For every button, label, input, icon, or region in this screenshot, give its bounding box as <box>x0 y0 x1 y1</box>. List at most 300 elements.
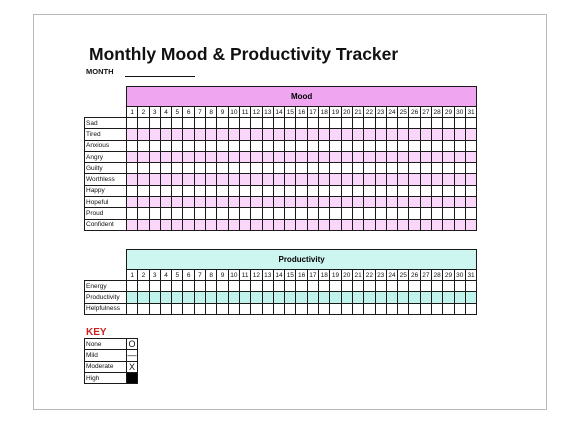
mood-entry-cell[interactable] <box>375 151 386 162</box>
productivity-entry-cell[interactable] <box>183 292 194 303</box>
mood-entry-cell[interactable] <box>386 129 397 140</box>
mood-entry-cell[interactable] <box>262 129 273 140</box>
productivity-entry-cell[interactable] <box>217 281 228 292</box>
mood-entry-cell[interactable] <box>465 118 476 129</box>
mood-entry-cell[interactable] <box>386 163 397 174</box>
mood-entry-cell[interactable] <box>194 208 205 219</box>
productivity-entry-cell[interactable] <box>375 292 386 303</box>
mood-entry-cell[interactable] <box>138 185 149 196</box>
mood-entry-cell[interactable] <box>262 208 273 219</box>
productivity-entry-cell[interactable] <box>228 292 239 303</box>
productivity-entry-cell[interactable] <box>319 303 330 314</box>
productivity-entry-cell[interactable] <box>319 292 330 303</box>
mood-entry-cell[interactable] <box>149 129 160 140</box>
mood-entry-cell[interactable] <box>262 140 273 151</box>
mood-entry-cell[interactable] <box>127 208 138 219</box>
productivity-entry-cell[interactable] <box>262 303 273 314</box>
mood-entry-cell[interactable] <box>454 118 465 129</box>
mood-entry-cell[interactable] <box>443 219 454 230</box>
mood-entry-cell[interactable] <box>420 163 431 174</box>
mood-entry-cell[interactable] <box>160 129 171 140</box>
mood-entry-cell[interactable] <box>228 129 239 140</box>
mood-entry-cell[interactable] <box>194 118 205 129</box>
mood-entry-cell[interactable] <box>127 185 138 196</box>
mood-entry-cell[interactable] <box>217 129 228 140</box>
mood-entry-cell[interactable] <box>160 208 171 219</box>
productivity-entry-cell[interactable] <box>273 292 284 303</box>
productivity-entry-cell[interactable] <box>239 303 250 314</box>
mood-entry-cell[interactable] <box>398 208 409 219</box>
mood-entry-cell[interactable] <box>285 151 296 162</box>
mood-entry-cell[interactable] <box>375 174 386 185</box>
mood-entry-cell[interactable] <box>183 129 194 140</box>
mood-entry-cell[interactable] <box>194 219 205 230</box>
productivity-entry-cell[interactable] <box>285 303 296 314</box>
mood-entry-cell[interactable] <box>454 219 465 230</box>
mood-entry-cell[interactable] <box>296 151 307 162</box>
mood-entry-cell[interactable] <box>138 118 149 129</box>
mood-entry-cell[interactable] <box>364 151 375 162</box>
mood-entry-cell[interactable] <box>319 174 330 185</box>
productivity-entry-cell[interactable] <box>149 292 160 303</box>
mood-entry-cell[interactable] <box>409 174 420 185</box>
mood-entry-cell[interactable] <box>296 197 307 208</box>
mood-entry-cell[interactable] <box>420 118 431 129</box>
mood-entry-cell[interactable] <box>296 129 307 140</box>
mood-entry-cell[interactable] <box>239 197 250 208</box>
mood-entry-cell[interactable] <box>228 174 239 185</box>
mood-entry-cell[interactable] <box>127 174 138 185</box>
productivity-entry-cell[interactable] <box>386 281 397 292</box>
productivity-entry-cell[interactable] <box>285 292 296 303</box>
mood-entry-cell[interactable] <box>420 174 431 185</box>
mood-entry-cell[interactable] <box>262 185 273 196</box>
productivity-entry-cell[interactable] <box>194 303 205 314</box>
mood-entry-cell[interactable] <box>465 208 476 219</box>
productivity-entry-cell[interactable] <box>352 292 363 303</box>
mood-entry-cell[interactable] <box>409 185 420 196</box>
productivity-entry-cell[interactable] <box>228 281 239 292</box>
mood-entry-cell[interactable] <box>432 118 443 129</box>
mood-entry-cell[interactable] <box>398 140 409 151</box>
mood-entry-cell[interactable] <box>364 208 375 219</box>
mood-entry-cell[interactable] <box>149 151 160 162</box>
productivity-entry-cell[interactable] <box>183 281 194 292</box>
mood-entry-cell[interactable] <box>206 140 217 151</box>
mood-entry-cell[interactable] <box>149 208 160 219</box>
mood-entry-cell[interactable] <box>330 197 341 208</box>
mood-entry-cell[interactable] <box>409 197 420 208</box>
productivity-entry-cell[interactable] <box>239 281 250 292</box>
productivity-entry-cell[interactable] <box>409 303 420 314</box>
mood-entry-cell[interactable] <box>319 118 330 129</box>
productivity-entry-cell[interactable] <box>352 303 363 314</box>
productivity-entry-cell[interactable] <box>160 303 171 314</box>
mood-entry-cell[interactable] <box>127 118 138 129</box>
productivity-entry-cell[interactable] <box>206 281 217 292</box>
mood-entry-cell[interactable] <box>319 151 330 162</box>
mood-entry-cell[interactable] <box>386 151 397 162</box>
mood-entry-cell[interactable] <box>352 151 363 162</box>
mood-entry-cell[interactable] <box>285 219 296 230</box>
mood-entry-cell[interactable] <box>127 140 138 151</box>
mood-entry-cell[interactable] <box>138 163 149 174</box>
mood-entry-cell[interactable] <box>307 140 318 151</box>
mood-entry-cell[interactable] <box>285 118 296 129</box>
mood-entry-cell[interactable] <box>183 163 194 174</box>
productivity-entry-cell[interactable] <box>296 292 307 303</box>
mood-entry-cell[interactable] <box>364 197 375 208</box>
mood-entry-cell[interactable] <box>352 129 363 140</box>
productivity-entry-cell[interactable] <box>217 292 228 303</box>
mood-entry-cell[interactable] <box>364 129 375 140</box>
mood-entry-cell[interactable] <box>239 208 250 219</box>
productivity-entry-cell[interactable] <box>432 281 443 292</box>
mood-entry-cell[interactable] <box>443 118 454 129</box>
productivity-entry-cell[interactable] <box>307 292 318 303</box>
mood-entry-cell[interactable] <box>172 174 183 185</box>
mood-entry-cell[interactable] <box>206 118 217 129</box>
mood-entry-cell[interactable] <box>194 185 205 196</box>
mood-entry-cell[interactable] <box>251 208 262 219</box>
productivity-entry-cell[interactable] <box>465 303 476 314</box>
mood-entry-cell[interactable] <box>160 140 171 151</box>
mood-entry-cell[interactable] <box>352 118 363 129</box>
mood-entry-cell[interactable] <box>386 197 397 208</box>
mood-entry-cell[interactable] <box>172 118 183 129</box>
mood-entry-cell[interactable] <box>262 151 273 162</box>
mood-entry-cell[interactable] <box>432 129 443 140</box>
mood-entry-cell[interactable] <box>183 208 194 219</box>
mood-entry-cell[interactable] <box>172 163 183 174</box>
productivity-entry-cell[interactable] <box>364 292 375 303</box>
mood-entry-cell[interactable] <box>228 185 239 196</box>
productivity-entry-cell[interactable] <box>454 292 465 303</box>
mood-entry-cell[interactable] <box>330 118 341 129</box>
mood-entry-cell[interactable] <box>251 129 262 140</box>
mood-entry-cell[interactable] <box>285 163 296 174</box>
mood-entry-cell[interactable] <box>443 163 454 174</box>
productivity-entry-cell[interactable] <box>341 303 352 314</box>
mood-entry-cell[interactable] <box>138 219 149 230</box>
mood-entry-cell[interactable] <box>251 118 262 129</box>
productivity-entry-cell[interactable] <box>206 303 217 314</box>
mood-entry-cell[interactable] <box>138 197 149 208</box>
mood-entry-cell[interactable] <box>375 197 386 208</box>
mood-entry-cell[interactable] <box>285 208 296 219</box>
mood-entry-cell[interactable] <box>149 197 160 208</box>
mood-entry-cell[interactable] <box>443 185 454 196</box>
mood-entry-cell[interactable] <box>454 185 465 196</box>
mood-entry-cell[interactable] <box>375 185 386 196</box>
mood-entry-cell[interactable] <box>217 174 228 185</box>
mood-entry-cell[interactable] <box>296 140 307 151</box>
mood-entry-cell[interactable] <box>296 208 307 219</box>
productivity-entry-cell[interactable] <box>398 292 409 303</box>
mood-entry-cell[interactable] <box>127 219 138 230</box>
mood-entry-cell[interactable] <box>251 185 262 196</box>
mood-entry-cell[interactable] <box>409 219 420 230</box>
mood-entry-cell[interactable] <box>296 163 307 174</box>
mood-entry-cell[interactable] <box>319 197 330 208</box>
productivity-entry-cell[interactable] <box>160 281 171 292</box>
mood-entry-cell[interactable] <box>364 219 375 230</box>
productivity-entry-cell[interactable] <box>443 303 454 314</box>
productivity-entry-cell[interactable] <box>386 303 397 314</box>
mood-entry-cell[interactable] <box>262 197 273 208</box>
productivity-entry-cell[interactable] <box>183 303 194 314</box>
mood-entry-cell[interactable] <box>172 219 183 230</box>
mood-entry-cell[interactable] <box>352 163 363 174</box>
mood-entry-cell[interactable] <box>127 151 138 162</box>
mood-entry-cell[interactable] <box>160 163 171 174</box>
mood-entry-cell[interactable] <box>285 140 296 151</box>
mood-entry-cell[interactable] <box>330 129 341 140</box>
productivity-entry-cell[interactable] <box>149 303 160 314</box>
productivity-entry-cell[interactable] <box>319 281 330 292</box>
productivity-entry-cell[interactable] <box>420 281 431 292</box>
mood-entry-cell[interactable] <box>420 208 431 219</box>
mood-entry-cell[interactable] <box>454 208 465 219</box>
mood-entry-cell[interactable] <box>296 219 307 230</box>
mood-entry-cell[interactable] <box>330 174 341 185</box>
mood-entry-cell[interactable] <box>352 140 363 151</box>
mood-entry-cell[interactable] <box>432 208 443 219</box>
mood-entry-cell[interactable] <box>341 208 352 219</box>
productivity-entry-cell[interactable] <box>172 281 183 292</box>
mood-entry-cell[interactable] <box>454 129 465 140</box>
productivity-entry-cell[interactable] <box>285 281 296 292</box>
productivity-entry-cell[interactable] <box>465 292 476 303</box>
productivity-entry-cell[interactable] <box>262 281 273 292</box>
mood-entry-cell[interactable] <box>307 197 318 208</box>
productivity-entry-cell[interactable] <box>409 292 420 303</box>
mood-entry-cell[interactable] <box>454 174 465 185</box>
mood-entry-cell[interactable] <box>183 118 194 129</box>
mood-entry-cell[interactable] <box>262 118 273 129</box>
mood-entry-cell[interactable] <box>183 140 194 151</box>
mood-entry-cell[interactable] <box>409 129 420 140</box>
mood-entry-cell[interactable] <box>228 208 239 219</box>
mood-entry-cell[interactable] <box>364 185 375 196</box>
productivity-entry-cell[interactable] <box>160 292 171 303</box>
mood-entry-cell[interactable] <box>307 163 318 174</box>
productivity-entry-cell[interactable] <box>330 292 341 303</box>
mood-entry-cell[interactable] <box>454 163 465 174</box>
productivity-entry-cell[interactable] <box>194 281 205 292</box>
mood-entry-cell[interactable] <box>443 140 454 151</box>
mood-entry-cell[interactable] <box>341 129 352 140</box>
mood-entry-cell[interactable] <box>239 219 250 230</box>
productivity-entry-cell[interactable] <box>432 303 443 314</box>
productivity-entry-cell[interactable] <box>138 303 149 314</box>
mood-entry-cell[interactable] <box>273 151 284 162</box>
mood-entry-cell[interactable] <box>228 197 239 208</box>
mood-entry-cell[interactable] <box>307 174 318 185</box>
mood-entry-cell[interactable] <box>341 197 352 208</box>
mood-entry-cell[interactable] <box>420 140 431 151</box>
mood-entry-cell[interactable] <box>420 219 431 230</box>
mood-entry-cell[interactable] <box>330 219 341 230</box>
mood-entry-cell[interactable] <box>239 185 250 196</box>
productivity-entry-cell[interactable] <box>239 292 250 303</box>
mood-entry-cell[interactable] <box>239 140 250 151</box>
mood-entry-cell[interactable] <box>375 140 386 151</box>
mood-entry-cell[interactable] <box>398 174 409 185</box>
mood-entry-cell[interactable] <box>319 219 330 230</box>
productivity-entry-cell[interactable] <box>330 303 341 314</box>
mood-entry-cell[interactable] <box>341 151 352 162</box>
mood-entry-cell[interactable] <box>239 118 250 129</box>
mood-entry-cell[interactable] <box>251 140 262 151</box>
mood-entry-cell[interactable] <box>239 163 250 174</box>
mood-entry-cell[interactable] <box>432 151 443 162</box>
productivity-entry-cell[interactable] <box>341 292 352 303</box>
mood-entry-cell[interactable] <box>194 163 205 174</box>
productivity-entry-cell[interactable] <box>127 281 138 292</box>
mood-entry-cell[interactable] <box>420 129 431 140</box>
mood-entry-cell[interactable] <box>432 174 443 185</box>
mood-entry-cell[interactable] <box>386 140 397 151</box>
mood-entry-cell[interactable] <box>206 185 217 196</box>
productivity-entry-cell[interactable] <box>364 281 375 292</box>
productivity-entry-cell[interactable] <box>228 303 239 314</box>
mood-entry-cell[interactable] <box>465 185 476 196</box>
mood-entry-cell[interactable] <box>296 185 307 196</box>
mood-entry-cell[interactable] <box>398 197 409 208</box>
mood-entry-cell[interactable] <box>273 140 284 151</box>
mood-entry-cell[interactable] <box>217 219 228 230</box>
mood-entry-cell[interactable] <box>364 118 375 129</box>
mood-entry-cell[interactable] <box>273 208 284 219</box>
mood-entry-cell[interactable] <box>149 174 160 185</box>
productivity-entry-cell[interactable] <box>251 281 262 292</box>
mood-entry-cell[interactable] <box>432 163 443 174</box>
mood-entry-cell[interactable] <box>183 219 194 230</box>
mood-entry-cell[interactable] <box>420 151 431 162</box>
productivity-entry-cell[interactable] <box>454 281 465 292</box>
mood-entry-cell[interactable] <box>432 185 443 196</box>
productivity-entry-cell[interactable] <box>127 303 138 314</box>
mood-entry-cell[interactable] <box>217 163 228 174</box>
productivity-entry-cell[interactable] <box>409 281 420 292</box>
mood-entry-cell[interactable] <box>206 163 217 174</box>
productivity-entry-cell[interactable] <box>307 303 318 314</box>
mood-entry-cell[interactable] <box>217 185 228 196</box>
mood-entry-cell[interactable] <box>273 174 284 185</box>
mood-entry-cell[interactable] <box>330 163 341 174</box>
mood-entry-cell[interactable] <box>160 151 171 162</box>
mood-entry-cell[interactable] <box>251 151 262 162</box>
mood-entry-cell[interactable] <box>398 129 409 140</box>
mood-entry-cell[interactable] <box>341 118 352 129</box>
productivity-entry-cell[interactable] <box>251 303 262 314</box>
mood-entry-cell[interactable] <box>228 163 239 174</box>
mood-entry-cell[interactable] <box>127 129 138 140</box>
mood-entry-cell[interactable] <box>160 219 171 230</box>
mood-entry-cell[interactable] <box>443 208 454 219</box>
mood-entry-cell[interactable] <box>443 151 454 162</box>
productivity-entry-cell[interactable] <box>138 281 149 292</box>
productivity-entry-cell[interactable] <box>364 303 375 314</box>
mood-entry-cell[interactable] <box>341 140 352 151</box>
mood-entry-cell[interactable] <box>285 197 296 208</box>
mood-entry-cell[interactable] <box>273 219 284 230</box>
mood-entry-cell[interactable] <box>138 129 149 140</box>
mood-entry-cell[interactable] <box>307 185 318 196</box>
mood-entry-cell[interactable] <box>138 151 149 162</box>
mood-entry-cell[interactable] <box>194 129 205 140</box>
mood-entry-cell[interactable] <box>319 129 330 140</box>
mood-entry-cell[interactable] <box>375 219 386 230</box>
productivity-entry-cell[interactable] <box>138 292 149 303</box>
productivity-entry-cell[interactable] <box>375 303 386 314</box>
mood-entry-cell[interactable] <box>319 185 330 196</box>
productivity-entry-cell[interactable] <box>443 281 454 292</box>
mood-entry-cell[interactable] <box>228 219 239 230</box>
mood-entry-cell[interactable] <box>409 140 420 151</box>
mood-entry-cell[interactable] <box>217 140 228 151</box>
mood-entry-cell[interactable] <box>465 197 476 208</box>
mood-entry-cell[interactable] <box>432 197 443 208</box>
mood-entry-cell[interactable] <box>330 151 341 162</box>
mood-entry-cell[interactable] <box>465 219 476 230</box>
productivity-entry-cell[interactable] <box>330 281 341 292</box>
mood-entry-cell[interactable] <box>194 197 205 208</box>
productivity-entry-cell[interactable] <box>273 303 284 314</box>
mood-entry-cell[interactable] <box>206 197 217 208</box>
productivity-entry-cell[interactable] <box>194 292 205 303</box>
mood-entry-cell[interactable] <box>273 118 284 129</box>
mood-entry-cell[interactable] <box>341 163 352 174</box>
mood-entry-cell[interactable] <box>273 185 284 196</box>
mood-entry-cell[interactable] <box>341 185 352 196</box>
mood-entry-cell[interactable] <box>454 197 465 208</box>
productivity-entry-cell[interactable] <box>420 303 431 314</box>
mood-entry-cell[interactable] <box>465 151 476 162</box>
mood-entry-cell[interactable] <box>138 140 149 151</box>
mood-entry-cell[interactable] <box>217 197 228 208</box>
mood-entry-cell[interactable] <box>398 219 409 230</box>
mood-entry-cell[interactable] <box>206 129 217 140</box>
mood-entry-cell[interactable] <box>307 208 318 219</box>
mood-entry-cell[interactable] <box>251 197 262 208</box>
mood-entry-cell[interactable] <box>194 151 205 162</box>
mood-entry-cell[interactable] <box>262 163 273 174</box>
mood-entry-cell[interactable] <box>138 174 149 185</box>
productivity-entry-cell[interactable] <box>352 281 363 292</box>
mood-entry-cell[interactable] <box>160 174 171 185</box>
mood-entry-cell[interactable] <box>149 163 160 174</box>
mood-entry-cell[interactable] <box>386 118 397 129</box>
mood-entry-cell[interactable] <box>341 174 352 185</box>
mood-entry-cell[interactable] <box>228 118 239 129</box>
mood-entry-cell[interactable] <box>183 174 194 185</box>
mood-entry-cell[interactable] <box>443 197 454 208</box>
mood-entry-cell[interactable] <box>206 151 217 162</box>
productivity-entry-cell[interactable] <box>375 281 386 292</box>
mood-entry-cell[interactable] <box>172 185 183 196</box>
mood-entry-cell[interactable] <box>251 174 262 185</box>
mood-entry-cell[interactable] <box>420 197 431 208</box>
mood-entry-cell[interactable] <box>251 219 262 230</box>
mood-entry-cell[interactable] <box>432 219 443 230</box>
productivity-entry-cell[interactable] <box>398 303 409 314</box>
mood-entry-cell[interactable] <box>375 129 386 140</box>
mood-entry-cell[interactable] <box>206 208 217 219</box>
productivity-entry-cell[interactable] <box>386 292 397 303</box>
mood-entry-cell[interactable] <box>465 163 476 174</box>
